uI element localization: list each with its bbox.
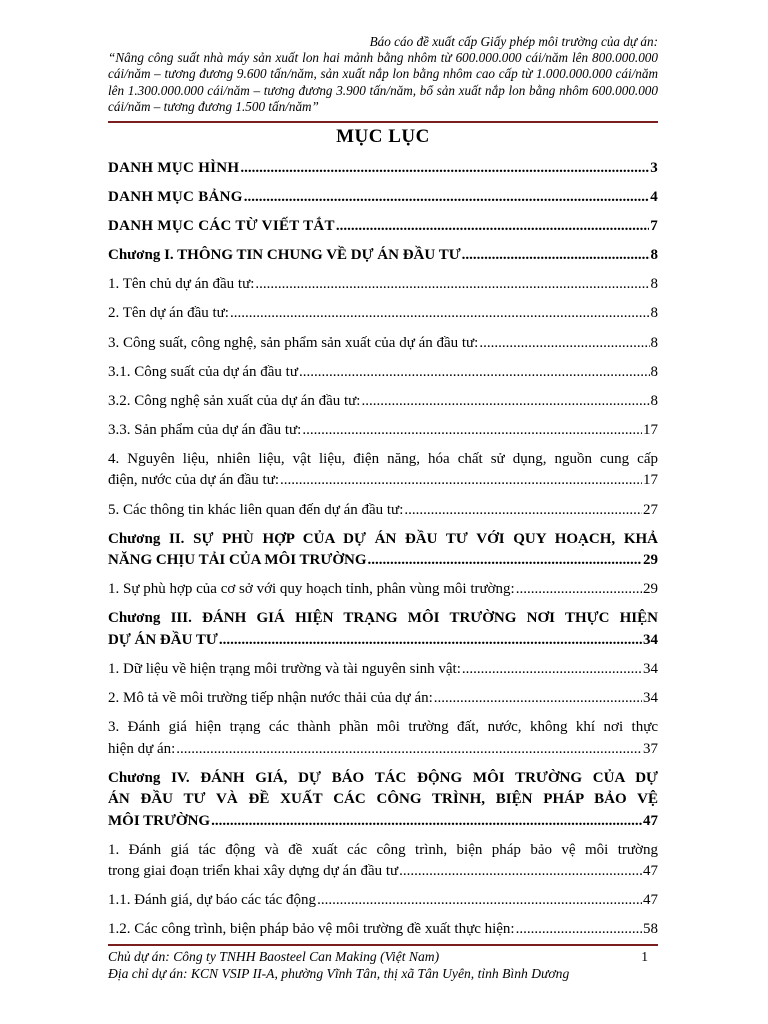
toc-entry-page: 34 xyxy=(643,660,658,677)
toc-entry-page: 58 xyxy=(643,921,658,938)
toc-entry-page: 8 xyxy=(650,276,658,293)
toc-entry-text: điện, nước của dự án đầu tư: xyxy=(108,472,280,489)
toc-entry-chapter-3-2[interactable] xyxy=(108,688,658,710)
toc-leader xyxy=(244,187,649,209)
toc-entry-page: 47 xyxy=(643,812,658,829)
toc-entry-4[interactable] xyxy=(108,449,658,492)
toc-leader xyxy=(399,861,642,883)
toc-entry-danh-muc-hinh[interactable] xyxy=(108,158,658,180)
toc-entry-text: 1.1. Đánh giá, dự báo các tác động xyxy=(108,892,317,909)
toc-entry-page: 8 xyxy=(650,392,658,409)
toc-entry-page: 34 xyxy=(643,690,658,706)
toc-leader xyxy=(336,216,649,238)
toc-entry-chapter-4-1-1[interactable] xyxy=(108,890,658,912)
toc-entry-2[interactable] xyxy=(108,303,658,325)
project-address: Địa chỉ dự án: KCN VSIP II-A, phường Vĩnh Tân, thị xã Tân Uyên, tỉnh Bình Dương xyxy=(108,966,570,981)
toc-leader xyxy=(434,688,642,710)
toc-entry-3-1[interactable] xyxy=(108,362,658,384)
toc-entry-3-3[interactable] xyxy=(108,420,658,442)
toc-entry-3[interactable] xyxy=(108,333,658,355)
toc-entry-page: 37 xyxy=(643,740,658,757)
toc-leader xyxy=(317,890,642,912)
toc-leader xyxy=(280,470,642,492)
toc-entry-chapter-4[interactable] xyxy=(108,768,658,833)
toc-entry-page: 8 xyxy=(650,247,658,264)
toc-leader xyxy=(368,550,643,572)
report-title: Báo cáo đề xuất cấp Giấy phép môi trường của dự án: xyxy=(369,34,658,49)
toc-entry-chapter-3-1[interactable] xyxy=(108,659,658,681)
toc-entry-page: 17 xyxy=(643,472,658,489)
toc-entry-text: 3.3. Sản phẩm của dự án đầu tư: xyxy=(108,421,302,438)
toc-entry-text: DANH MỤC CÁC TỪ VIẾT TẮT xyxy=(108,218,335,235)
toc-entry-5[interactable] xyxy=(108,500,658,522)
toc-entry-text: hiện dự án: xyxy=(108,740,176,757)
toc-leader xyxy=(176,739,642,761)
toc-leader xyxy=(255,274,649,296)
toc-leader xyxy=(211,811,642,833)
toc-entry-page: 34 xyxy=(643,631,658,648)
toc-entry-text: 3.2. Công nghệ sản xuất của dự án đầu tư: xyxy=(108,392,361,409)
footer-divider xyxy=(108,944,658,946)
project-name: “Nâng công suất nhà máy sản xuất lon hai mảnh bằng nhôm từ 600.000.000 cái/năm lên 800.000.000 cái/năm – tương đương 9.600 tấn/năm, sản xuất nắp lon bằng nhôm cao cấp từ 1.000.000.000 cái/năm lên 1.300.000.000 cái/năm – tương đương 3.900 tấn/năm, bổ sản xuất nắp lon bằng nhôm 600.000.000 cái/năm – tương đương 1.500 tấn/năm” xyxy=(108,50,658,114)
toc-entry-chapter-1[interactable] xyxy=(108,245,658,267)
toc-entry-page: 8 xyxy=(650,334,658,351)
toc-leader xyxy=(479,333,649,355)
toc-entry-chapter-4-1-2[interactable] xyxy=(108,919,658,941)
toc-entry-chapter-2-1[interactable] xyxy=(108,579,658,601)
toc-entry-page: 8 xyxy=(650,305,658,322)
toc-entry-text: 2. Mô tả về môi trường tiếp nhận nước thải của dự án: xyxy=(108,690,433,706)
toc-entry-text-line: Chương IV. ĐÁNH GIÁ, DỰ BÁO TÁC ĐỘNG MÔI TRƯỜNG CỦA DỰ xyxy=(108,769,658,786)
page-number: 1 xyxy=(641,949,648,964)
toc-entry-danh-muc-bang[interactable] xyxy=(108,187,658,209)
toc-leader xyxy=(516,919,642,941)
table-of-contents xyxy=(108,158,658,949)
toc-leader xyxy=(240,158,649,180)
toc-entry-text-line: Chương II. SỰ PHÙ HỢP CỦA DỰ ÁN ĐẦU TƯ VỚI QUY HOẠCH, KHẢ xyxy=(108,530,658,547)
toc-entry-text-line: ÁN ĐẦU TƯ VÀ ĐỀ XUẤT CÁC CÔNG TRÌNH, BIỆN PHÁP BẢO VỆ xyxy=(108,791,658,808)
toc-entry-page: 29 xyxy=(643,581,658,598)
toc-entry-text-line: 1. Đánh giá tác động và đề xuất các công trình, biện pháp bảo vệ môi trường xyxy=(108,841,658,858)
toc-entry-chapter-4-1[interactable] xyxy=(108,840,658,883)
toc-entry-text: 1. Dữ liệu về hiện trạng môi trường và tài nguyên sinh vật: xyxy=(108,660,461,677)
toc-entry-text: 3. Công suất, công nghệ, sản phẩm sản xuất của dự án đầu tư: xyxy=(108,334,479,351)
toc-entry-page: 47 xyxy=(643,892,658,909)
toc-entry-text-line: 4. Nguyên liệu, nhiên liệu, vật liệu, điện năng, hóa chất sử dụng, nguồn cung cấp xyxy=(108,450,658,467)
toc-leader xyxy=(302,420,642,442)
toc-entry-chapter-2[interactable] xyxy=(108,529,658,572)
toc-entry-page: 17 xyxy=(643,421,658,438)
toc-entry-text: NĂNG CHỊU TẢI CỦA MÔI TRƯỜNG xyxy=(108,552,367,569)
toc-leader xyxy=(462,245,650,267)
toc-leader xyxy=(404,500,642,522)
toc-entry-text: DỰ ÁN ĐẦU TƯ xyxy=(108,631,218,648)
toc-leader xyxy=(516,579,642,601)
toc-leader xyxy=(361,391,649,413)
toc-leader xyxy=(230,303,650,325)
page-footer xyxy=(108,948,658,982)
page-header xyxy=(108,34,658,115)
toc-entry-text: 1. Tên chủ dự án đầu tư: xyxy=(108,276,255,293)
toc-entry-page: 27 xyxy=(643,501,658,518)
toc-entry-page: 29 xyxy=(643,552,658,569)
project-owner: Chủ dự án: Công ty TNHH Baosteel Can Making (Việt Nam) xyxy=(108,949,440,964)
toc-entry-text: 3.1. Công suất của dự án đầu tư xyxy=(108,363,298,380)
toc-entry-text: 2. Tên dự án đầu tư: xyxy=(108,305,229,322)
toc-entry-tu-viet-tat[interactable] xyxy=(108,216,658,238)
toc-entry-page: 3 xyxy=(650,160,658,176)
toc-entry-page: 7 xyxy=(650,218,658,235)
toc-entry-page: 47 xyxy=(643,863,658,880)
toc-entry-text: MÔI TRƯỜNG xyxy=(108,812,211,829)
page-title: MỤC LỤC xyxy=(336,126,430,147)
toc-leader xyxy=(299,362,650,384)
toc-entry-page: 4 xyxy=(650,189,658,206)
toc-entry-1[interactable] xyxy=(108,274,658,296)
toc-entry-text: 1. Sự phù hợp của cơ sở với quy hoạch tỉnh, phân vùng môi trường: xyxy=(108,581,515,598)
toc-entry-text: trong giai đoạn triển khai xây dựng dự án đầu tư xyxy=(108,863,399,880)
toc-entry-text: 1.2. Các công trình, biện pháp bảo vệ môi trường đề xuất thực hiện: xyxy=(108,921,515,938)
toc-entry-page: 8 xyxy=(650,363,658,380)
toc-entry-text: 5. Các thông tin khác liên quan đến dự án đầu tư: xyxy=(108,501,404,518)
toc-entry-chapter-3-3[interactable] xyxy=(108,717,658,760)
header-divider xyxy=(108,121,658,123)
toc-entry-text: DANH MỤC BẢNG xyxy=(108,189,243,206)
toc-entry-3-2[interactable] xyxy=(108,391,658,413)
toc-leader xyxy=(219,630,642,652)
toc-entry-text-line: Chương III. ĐÁNH GIÁ HIỆN TRẠNG MÔI TRƯỜNG NƠI THỰC HIỆN xyxy=(108,610,658,627)
toc-entry-text: DANH MỤC HÌNH xyxy=(108,160,240,176)
toc-leader xyxy=(462,659,642,681)
toc-entry-text-line: 3. Đánh giá hiện trạng các thành phần môi trường đất, nước, không khí nơi thực xyxy=(108,719,658,736)
toc-entry-text: Chương I. THÔNG TIN CHUNG VỀ DỰ ÁN ĐẦU TƯ xyxy=(108,247,461,264)
toc-entry-chapter-3[interactable] xyxy=(108,608,658,651)
